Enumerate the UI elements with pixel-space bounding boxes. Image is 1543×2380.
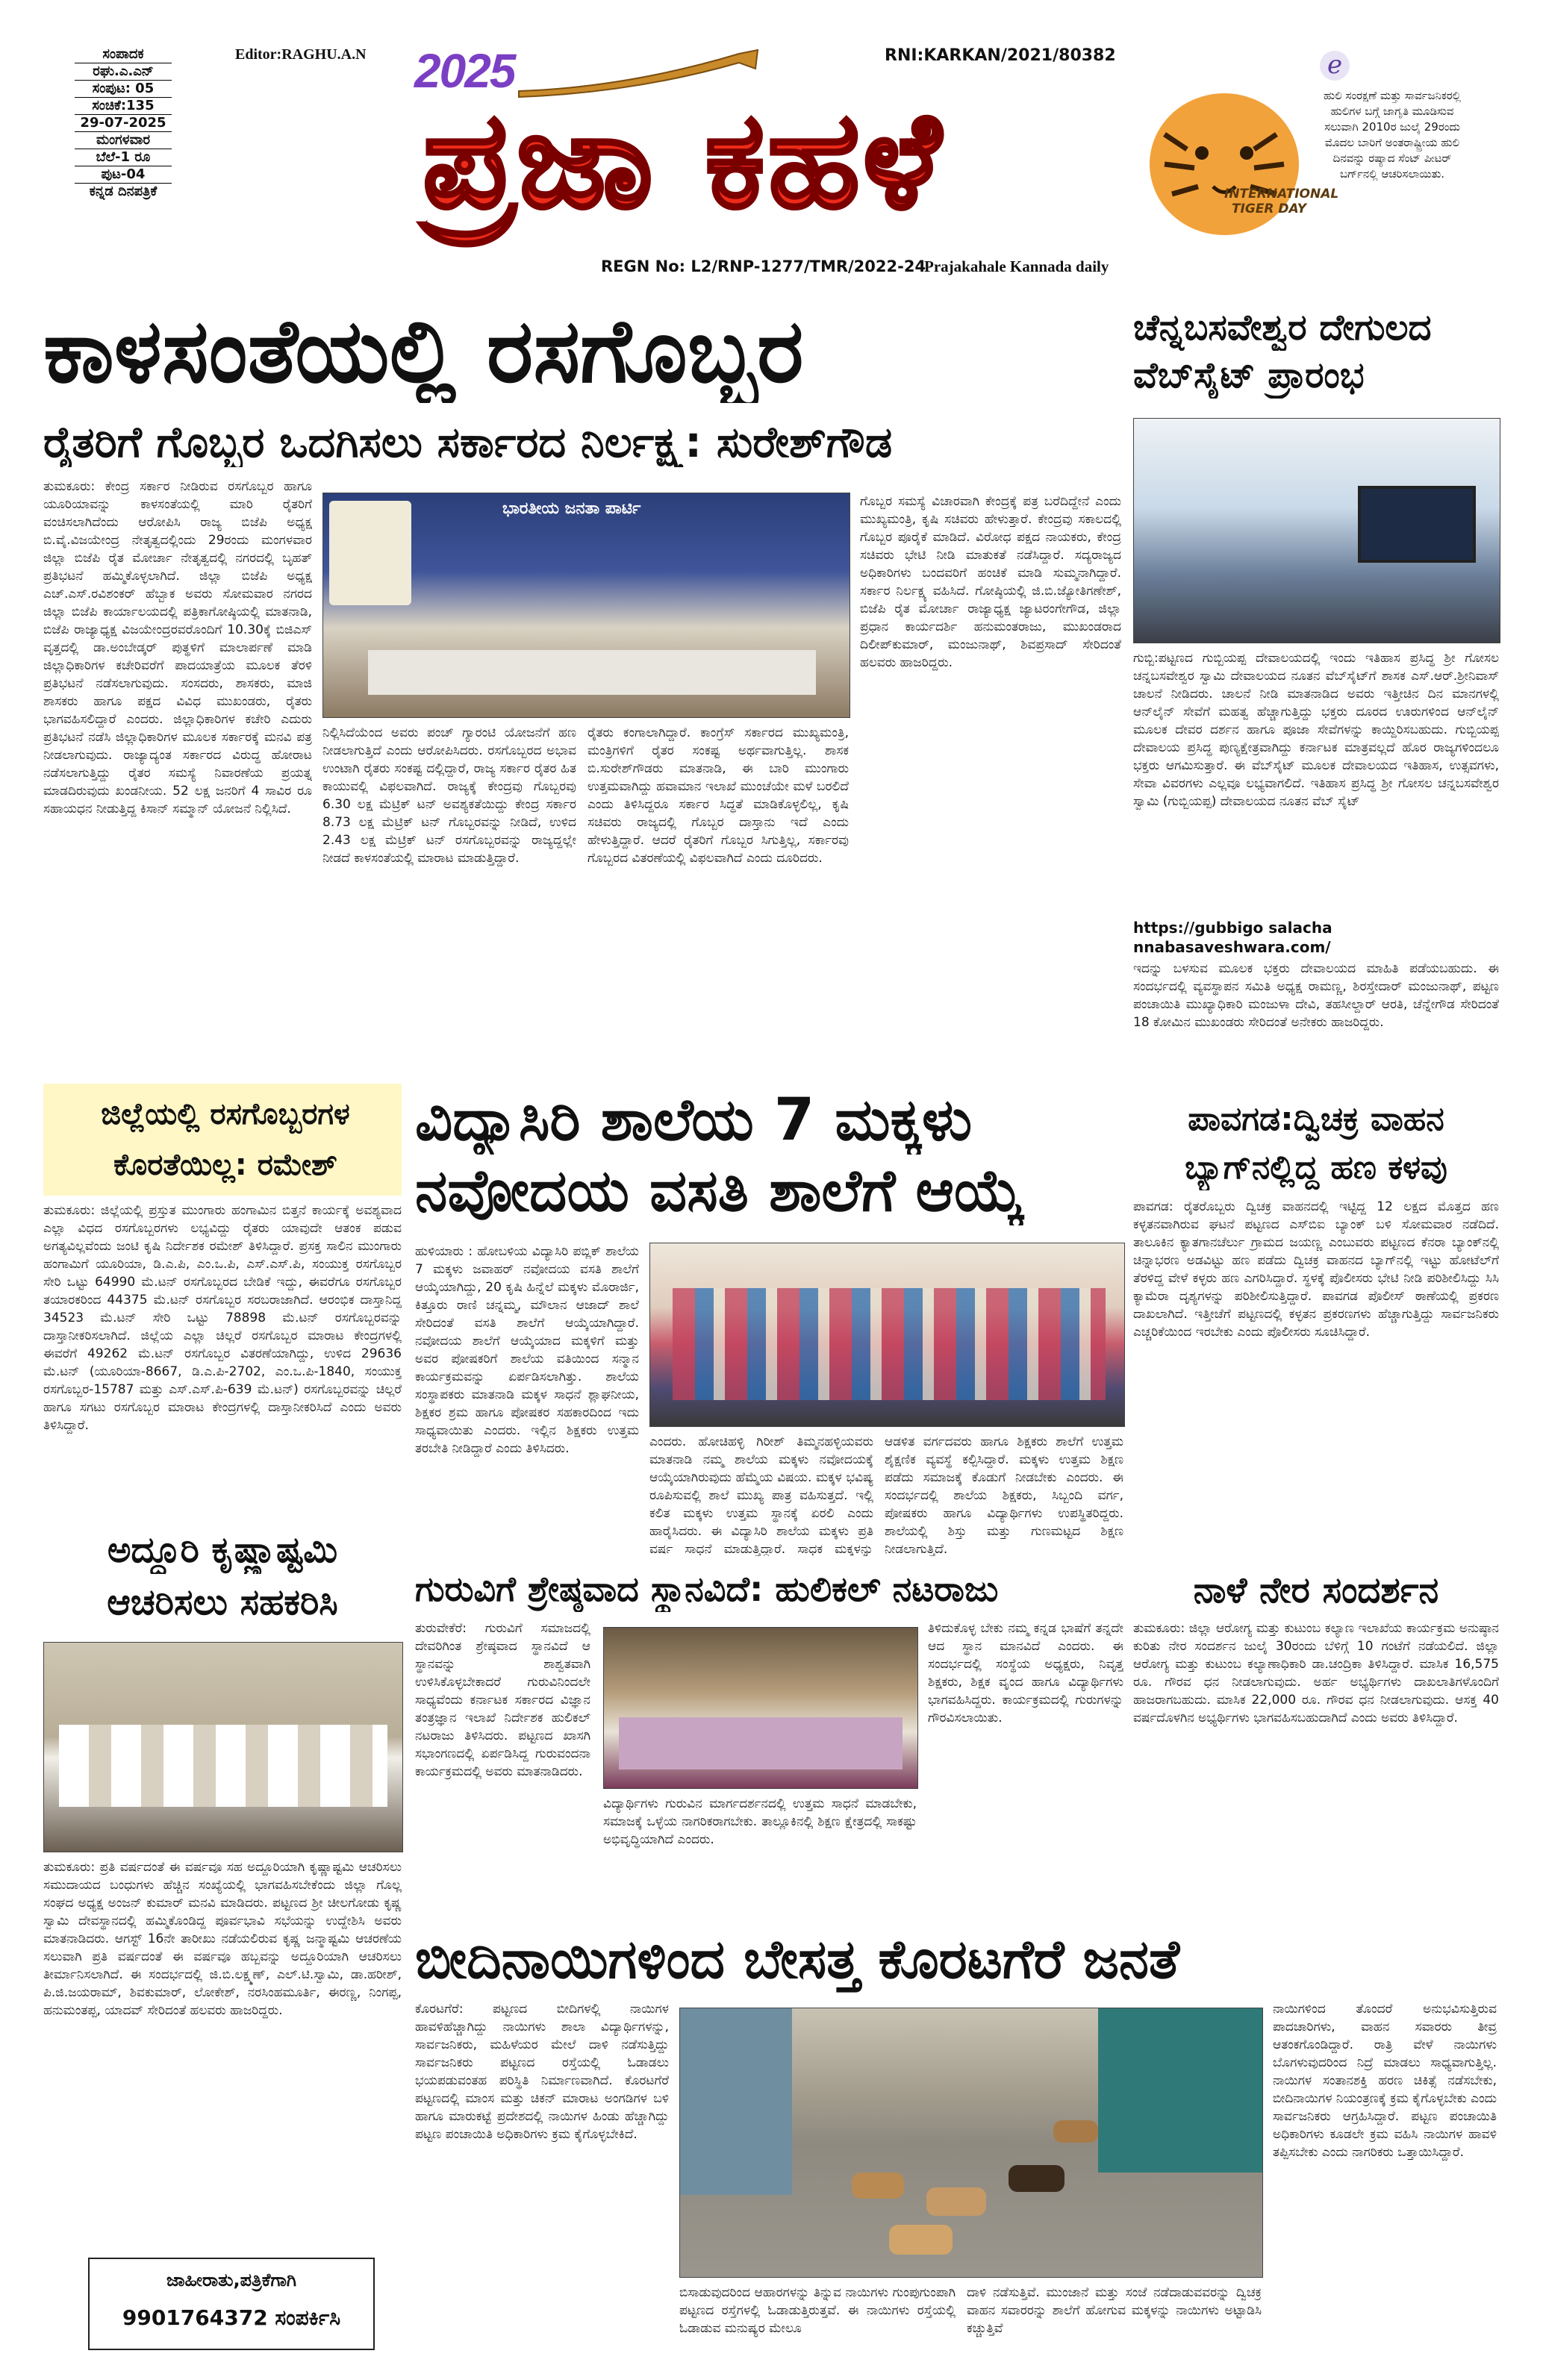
meta-line: ಪುಟ-04 [75,166,172,184]
lead-col-3: ರೈತರು ಕಂಗಾಲಾಗಿದ್ದಾರೆ. ಕಾಂಗ್ರೆಸ್ ಸರ್ಕಾರದ ಮುಖ್ಯಮಂತ್ರಿ, ಮಂತ್ರಿಗಳಿಗೆ ರೈತರ ಸಂಕಷ್ಟ ಅರ್ಥವಾಗುತ್ತಿಲ್ಲ. ಶಾಸಕ ಬಿ.ಸುರೇಶ್‌ಗೌಡರು ಮಾತನಾಡಿ, ಈ ಬಾರಿ ಮುಂಗಾರು ಉತ್ತಮವಾಗಿದ್ದು ಹವಾಮಾನ ಇಲಾಖೆ ಮುಂಚೆಯೇ ಮಳೆ ಬರಲಿದೆ ಎಂದು ತಿಳಿಸಿದ್ದರೂ ಸರ್ಕಾರ ಸಿದ್ಧತೆ ಮಾಡಿಕೊಳ್ಳಲಿಲ್ಲ, ಕೃಷಿ ಸಚಿವರು ರಾಜ್ಯದಲ್ಲಿ ಗೊಬ್ಬರ ದಾಸ್ತಾನು ಇದೆ ಎಂದು ಹೇಳುತ್ತಿದ್ದಾರೆ. ಆದರೆ ರೈತರಿಗೆ ಗೊಬ್ಬರ ಸಿಗುತ್ತಿಲ್ಲ, ಸರ್ಕಾರವು ಗೊಬ್ಬರದ ವಿತರಣೆಯಲ್ಲಿ ವಿಫಲವಾಗಿದೆ ಎಂದು ದೂರಿದರು. [587,725,849,866]
krishnashtami-photo [43,1642,403,1852]
fertilizer-headline-box [43,1084,402,1196]
meta-line: 29-07-2025 [75,115,172,132]
navodaya-col-2: ಎಂದರು. ಹೋಚಿಹಳ್ಳಿ ಗಿರೀಶ್ ತಿಮ್ಮನಹಳ್ಳಿಯವರು ಮಾತನಾಡಿ ನಮ್ಮ ಶಾಲೆಯ ಮಕ್ಕಳು ನವೋದಯಕ್ಕೆ ಆಯ್ಕೆಯಾಗಿರುವುದು ಹೆಮ್ಮೆಯ ವಿಷಯ. ಮಕ್ಕಳ ಭವಿಷ್ಯ ರೂಪಿಸುವಲ್ಲಿ ಶಾಲೆ ಮುಖ್ಯ ಪಾತ್ರ ವಹಿಸುತ್ತದೆ. ಇಲ್ಲಿ ಕಲಿತ ಮಕ್ಕಳು ಉತ್ತಮ ಸ್ಥಾನಕ್ಕೆ ಏರಲಿ ಎಂದು ಹಾರೈಸಿದರು. ಈ ವಿದ್ಯಾಸಿರಿ ಶಾಲೆಯ ಮಕ್ಕಳು ಪ್ರತಿ ವರ್ಷ ಸಾಧನೆ ಮಾಡುತ್ತಿದ್ದಾರೆ. ಸಾಧಕ ಮಕ್ಕಳನ್ನು [649,1434,873,1556]
krishnashtami-headline-2: ಆಚರಿಸಲು ಸಹಕರಿಸಿ [107,1581,338,1623]
temple-website-photo [1133,418,1500,643]
masthead-meta [75,46,172,200]
dog [889,2225,953,2255]
editor-label: Editor:RAGHU.A.N [235,46,367,63]
pavagada-headline-2: ಬ್ಯಾಗ್‌ನಲ್ಲಿದ್ದ ಹಣ ಕಳವು [1185,1149,1447,1187]
fertilizer-body: ತುಮಕೂರು: ಜಿಲ್ಲೆಯಲ್ಲಿ ಪ್ರಸ್ತುತ ಮುಂಗಾರು ಹಂಗಾಮಿನ ಬಿತ್ತನೆ ಕಾರ್ಯಕ್ಕೆ ಅವಶ್ಯವಾದ ಎಲ್ಲಾ ವಿಧದ ರಸಗೊಬ್ಬರಗಳು ಲಭ್ಯವಿದ್ದು ರೈತರು ಯಾವುದೇ ಆತಂಕ ಪಡುವ ಅಗತ್ಯವಿಲ್ಲವೆಂದು ಜಂಟಿ ಕೃಷಿ ನಿರ್ದೇಶಕ ರಮೇಶ್ ತಿಳಿಸಿದ್ದಾರೆ. ಪ್ರಸಕ್ತ ಸಾಲಿನ ಮುಂಗಾರು ಹಂಗಾಮಿಗೆ ಯೂರಿಯಾ, ಡಿ.ಎ.ಪಿ, ಎಂ.ಒ.ಪಿ, ಎಸ್.ಎಸ್.ಪಿ, ಸಂಯುಕ್ತ ರಸಗೊಬ್ಬರ ಸೇರಿ ಒಟ್ಟು 64990 ಮೆ.ಟನ್ ರಸಗೊಬ್ಬರದ ಬೇಡಿಕೆ ಇದ್ದು, ಈವರೆಗೂ ರಸಗೊಬ್ಬರ ತಯಾರಕರಿಂದ 44375 ಮೆ.ಟನ್ ರಸಗೊಬ್ಬರ ಸರಬರಾಜಾಗಿದೆ. ಆರಂಭಿಕ ದಾಸ್ತಾನಿದ್ದ 34523 ಮೆ.ಟನ್ ಸೇರಿ ಒಟ್ಟು 78898 ಮೆ.ಟನ್ ರಸಗೊಬ್ಬರವನ್ನು ದಾಸ್ತಾನೀಕರಿಸಲಾಗಿದೆ. ಜಿಲ್ಲೆಯ ಎಲ್ಲಾ ಚಿಲ್ಲರೆ ರಸಗೊಬ್ಬರ ಮಾರಾಟ ಕೇಂದ್ರಗಳಲ್ಲಿ ಈವರೆಗೆ 49262 ಮೆ.ಟನ್ ರಸಗೊಬ್ಬರ ವಿತರಣೆಯಾಗಿದ್ದು, ಉಳಿದ 29636 ಮೆ.ಟನ್ (ಯೂರಿಯಾ-8667, ಡಿ.ಎ.ಪಿ-2702, ಎಂ.ಒ.ಪಿ-1840, ಸಂಯುಕ್ತ ರಸಗೊಬ್ಬರ-15787 ಮತ್ತು ಎಸ್.ಎಸ್.ಪಿ-639 ಮೆ.ಟನ್) ರಸಗೊಬ್ಬರವನ್ನು ಚಿಲ್ಲರೆ ಹಾಗೂ ಸಗಟು ರಸಗೊಬ್ಬರ ಮಾರಾಟ ಕೇಂದ್ರಗಳಲ್ಲಿ ದಾಸ್ತಾನೀಕರಿಸಿದೆ ಎಂದು ಅವರು ತಿಳಿಸಿದ್ದಾರೆ. [43,1203,402,1433]
house-left [680,2008,792,2195]
dogs-caption-2: ದಾಳಿ ನಡೆಸುತ್ತಿವೆ. ಮುಂಜಾನೆ ಮತ್ತು ಸಂಜೆ ನಡೆದಾಡುವವರನ್ನು ದ್ವಿಚಕ್ರ ವಾಹನ ಸವಾರರನ್ನು ಶಾಲೆಗೆ ಹೋಗುವ ಮಕ್ಕಳನ್ನು ನಾಯಿಗಳು ಅಟ್ಟಾಡಿಸಿ ಕಚ್ಚುತ್ತಿವೆ [967,2285,1262,2336]
lead-subhead: ರೈತರಿಗೆ ಗೊಬ್ಬರ ಒದಗಿಸಲು ಸರ್ಕಾರದ ನಿರ್ಲಕ್ಷ್ಯ: ಸುರೇಶ್‌ಗೌಡ [43,418,893,467]
dog [1053,2120,1098,2143]
dog [852,2173,904,2199]
fertilizer-headline-1: ಜಿಲ್ಲೆಯಲ್ಲಿ ರಸಗೊಬ್ಬರಗಳ [101,1097,350,1131]
pavagada-body: ಪಾವಗಡ: ರೈತರೊಬ್ಬರು ದ್ವಿಚಕ್ರ ವಾಹನದಲ್ಲಿ ಇಟ್ಟಿದ್ದ 12 ಲಕ್ಷದ ಮೊತ್ತದ ಹಣ ಕಳ್ಳತನವಾಗಿರುವ ಘಟನೆ ಪಟ್ಟಣದ ಎಸ್‌ಬಿಐ ಬ್ಯಾಂಕ್ ಬಳಿ ಸೋಮವಾರ ನಡೆದಿದೆ. ತಾಲೂಕಿನ ಕ್ಯಾತಗಾನಚೆರ್ಲು ಗ್ರಾಮದ ಜಯಣ್ಣ ಎಂಬುವರು ಪಟ್ಟಣದ ಕೆನರಾ ಬ್ಯಾಂಕ್‌ನಲ್ಲಿ ಚಿನ್ನಾಭರಣ ಅಡವಿಟ್ಟು ಹಣ ಪಡೆದು ದ್ವಿಚಕ್ರ ವಾಹನದ ಬ್ಯಾಗ್‌ನಲ್ಲಿ ಇಟ್ಟು ಹೋಟೆಲ್‌ಗೆ ತೆರಳಿದ್ದ ವೇಳೆ ಕಳ್ಳರು ಹಣ ಎಗರಿಸಿದ್ದಾರೆ. ಸ್ಥಳಕ್ಕೆ ಪೊಲೀಸರು ಭೇಟಿ ನೀಡಿ ಪರಿಶೀಲಿಸಿದ್ದು ಸಿಸಿ ಕ್ಯಾಮೆರಾ ದೃಶ್ಯಗಳನ್ನು ಪರಿಶೀಲಿಸುತ್ತಿದ್ದಾರೆ. ಪಾವಗಡ ಪೊಲೀಸ್ ಠಾಣೆಯಲ್ಲಿ ಪ್ರಕರಣ ದಾಖಲಾಗಿದೆ. ಇತ್ತೀಚೆಗೆ ಪಟ್ಟಣದಲ್ಲಿ ಕಳ್ಳತನ ಪ್ರಕರಣಗಳು ಹೆಚ್ಚಾಗುತ್ತಿದ್ದು ಸಾರ್ವಜನಿಕರು ಎಚ್ಚರಿಕೆಯಿಂದ ಇರಬೇಕು ಎಂದು ಪೊಲೀಸರು ಸೂಚಿಸಿದ್ದಾರೆ. [1133,1199,1499,1340]
lead-col-2: ನಿಲ್ಲಿಸಿದೆಯೆಂದ ಅವರು ಪಂಚ್ ಗ್ಯಾರಂಟಿ ಯೋಜನೆಗೆ ಹಣ ನೀಡಲಾಗುತ್ತಿದೆ ಎಂದು ಆರೋಪಿಸಿದರು. ರಸಗೊಬ್ಬರದ ಅಭಾವ ಉಂಟಾಗಿ ರೈತರು ಸಂಕಷ್ಟ ದಲ್ಲಿದ್ದಾರೆ, ರಾಜ್ಯ ಸರ್ಕಾರ ರೈತರ ಹಿತ ಕಾಯುವಲ್ಲಿ ವಿಫಲವಾಗಿದೆ. ರಾಜ್ಯಕ್ಕೆ ಕೇಂದ್ರವು ಗೊಬ್ಬರವು 6.30 ಲಕ್ಷ ಮೆಟ್ರಿಕ್ ಟನ್ ಅವಶ್ಯಕತೆಯಿದ್ದು ಕೇಂದ್ರ ಸರ್ಕಾರ 8.73 ಲಕ್ಷ ಮೆಟ್ರಿಕ್ ಟನ್ ಗೊಬ್ಬರವನ್ನು ನೀಡಿದೆ, ಉಳಿದ 2.43 ಲಕ್ಷ ಮೆಟ್ರಿಕ್ ಟನ್ ರಸಗೊಬ್ಬರವನ್ನು ರಾಜ್ಯದ್ದಲ್ಲೇ ನೀಡದೆ ಕಾಳಸಂತೆಯಲ್ಲಿ ಮಾರಾಟ ಮಾಡುತ್ತಿದ್ದಾರೆ. [322,725,576,866]
vajpayee-portrait [329,501,411,605]
monitor [1358,486,1476,563]
meta-line: ಕನ್ನಡ ದಿನಪತ್ರಿಕೆ [89,184,158,199]
tiger-icon [1142,82,1339,246]
dog [1009,2165,1064,2192]
navodaya-students-photo [649,1243,1125,1427]
guru-col-3: ತಿಳಿದುಕೊಳ್ಳ ಬೇಕು ನಮ್ಮ ಕನ್ನಡ ಭಾಷೆಗೆ ತನ್ನದೇ ಆದ ಸ್ಥಾನ ಮಾನವಿದೆ ಎಂದರು. ಈ ಸಂದರ್ಭದಲ್ಲಿ ಸಂಸ್ಥೆಯ ಅಧ್ಯಕ್ಷರು, ನಿವೃತ್ತ ಶಿಕ್ಷಕರು, ಶಿಕ್ಷಕ ವೃಂದ ಹಾಗೂ ವಿದ್ಯಾರ್ಥಿಗಳು ಭಾಗವಹಿಸಿದ್ದರು. ಕಾರ್ಯಕ್ರಮದಲ್ಲಿ ಗುರುಗಳನ್ನು ಗೌರವಿಸಲಾಯಿತು. [928,1621,1123,1725]
temple-body: ಗುಬ್ಬಿ:ಪಟ್ಟಣದ ಗುಬ್ಬಿಯಪ್ಪ ದೇವಾಲಯದಲ್ಲಿ ಇಂದು ಇತಿಹಾಸ ಪ್ರಸಿದ್ಧ ಶ್ರೀ ಗೋಸಲ ಚನ್ನಬಸವೇಶ್ವರ ಸ್ವಾಮಿ ದೇವಾಲಯದ ನೂತನ ವೆಬ್‌ಸೈಟ್‌ಗೆ ಶಾಸಕ ಎಸ್.ಆರ್.ಶ್ರೀನಿವಾಸ್ ಚಾಲನೆ ನೀಡಿದರು. ಚಾಲನೆ ನೀಡಿ ಮಾತನಾಡಿದ ಅವರು ಇತ್ತೀಚಿನ ದಿನ ಮಾನಗಳಲ್ಲಿ ಆನ್‌ಲೈನ್ ಸೇವೆಗೆ ಮಹತ್ವ ಹೆಚ್ಚಾಗುತ್ತಿದ್ದು ಭಕ್ತರು ದೂರದ ಊರುಗಳಿಂದ ಆನ್‌ಲೈನ್ ಮೂಲಕ ದೇವರ ದರ್ಶನ ಹಾಗೂ ಪೂಜಾ ಸೇವೆಗಳನ್ನು ಕಾಯ್ದಿರಿಸಬಹುದು. ಗುಬ್ಬಿಯಪ್ಪ ದೇವಾಲಯ ಪ್ರಸಿದ್ಧ ಪುಣ್ಯಕ್ಷೇತ್ರವಾಗಿದ್ದು ಕರ್ನಾಟಕ ಮಾತ್ರವಲ್ಲದೆ ಹೊರ ರಾಜ್ಯಗಳಿಂದಲೂ ಭಕ್ತರು ಆಗಮಿಸುತ್ತಾರೆ. ಈ ವೆಬ್‌ಸೈಟ್ ಮೂಲಕ ದೇವಾಲಯದ ಇತಿಹಾಸ, ಉತ್ಸವಗಳು, ಸೇವಾ ವಿವರಗಳು ಎಲ್ಲವೂ ಲಭ್ಯವಾಗಲಿದೆ. ಇತಿಹಾಸ ಪ್ರಸಿದ್ಧ ಶ್ರೀ ಗೋಸಲ ಚನ್ನಬಸವೇಶ್ವರ ಸ್ವಾಮಿ (ಗುಬ್ಬಿಯಪ್ಪ) ದೇವಾಲಯದ ನೂತನ ವೆಬ್ ಸೈಟ್ [1133,651,1499,809]
paper-name: ಪ್ರಜಾ ಕಹಳೆ [423,83,944,237]
temple-url[interactable]: https://gubbigo salacha nnabasaveshwara.com/ [1133,919,1332,956]
students-row [673,1288,1106,1400]
meta-line: ಸಂಪಾದಕ [75,46,172,63]
masthead [0,0,1543,284]
temple-body-2: ಇದನ್ನು ಬಳಸುವ ಮೂಲಕ ಭಕ್ತರು ದೇವಾಲಯದ ಮಾಹಿತಿ ಪಡೆಯಬಹುದು. ಈ ಸಂದರ್ಭದಲ್ಲಿ ವ್ಯವಸ್ಥಾಪನ ಸಮಿತಿ ಅಧ್ಯಕ್ಷ ರಾಮಣ್ಣ, ಶಿರಸ್ತೇದಾರ್ ಮಂಜುನಾಥ್, ಪಟ್ಟಣ ಪಂಚಾಯಿತಿ ಮುಖ್ಯಾಧಿಕಾರಿ ಮಂಜುಳಾ ದೇವಿ, ತಹಸೀಲ್ದಾರ್ ಆರತಿ, ಚೆನ್ನೇಗೌಡ ಸೇರಿದಂತೆ 18 ಕೋಮಿನ ಮುಖಂಡರು ಸೇರಿದಂತೆ ಅನೇಕರು ಹಾಜರಿದ್ದರು. [1133,961,1499,1030]
regn-label: REGN No: L2/RNP-1277/TMR/2022-24 [601,257,926,275]
krishnashtami-headline-1: ಅದ್ದೂರಿ ಕೃಷ್ಣಾಷ್ಟಮಿ [107,1529,338,1571]
lead-headline: ಕಾಳಸಂತೆಯಲ್ಲಿ ರಸಗೊಬ್ಬರ [43,299,804,402]
krishnashtami-body: ತುಮಕೂರು: ಪ್ರತಿ ವರ್ಷದಂತೆ ಈ ವರ್ಷವೂ ಸಹ ಅದ್ದೂರಿಯಾಗಿ ಕೃಷ್ಣಾಷ್ಟಮಿ ಆಚರಿಸಲು ಸಮುದಾಯದ ಬಂಧುಗಳು ಹೆಚ್ಚಿನ ಸಂಖ್ಯೆಯಲ್ಲಿ ಭಾಗವಹಿಸಬೇಕೆಂದು ಜಿಲ್ಲಾ ಗೊಲ್ಲ ಸಂಘದ ಅಧ್ಯಕ್ಷ ಅಂಜನ್ ಕುಮಾರ್ ಮನವಿ ಮಾಡಿದರು. ಪಟ್ಟಣದ ಶ್ರೀ ಚೀಲಗೋಡು ಕೃಷ್ಣ ಸ್ವಾಮಿ ದೇವಸ್ಥಾನದಲ್ಲಿ ಹಮ್ಮಿಕೊಂಡಿದ್ದ ಪೂರ್ವಭಾವಿ ಸಭೆಯನ್ನು ಉದ್ದೇಶಿಸಿ ಅವರು ಮಾತನಾಡಿದರು. ಆಗಸ್ಟ್ 16ನೇ ತಾರೀಖು ನಡೆಯಲಿರುವ ಕೃಷ್ಣ ಜನ್ಮಾಷ್ಟಮಿ ಆಚರಣೆಯ ಸಲುವಾಗಿ ಪ್ರತಿ ವರ್ಷದಂತೆ ಈ ವರ್ಷವೂ ಹಬ್ಬವನ್ನು ಅದ್ದೂರಿಯಾಗಿ ಆಚರಿಸಲು ತೀರ್ಮಾನಿಸಲಾಗಿದೆ. ಈ ಸಂದರ್ಭದಲ್ಲಿ ಜಿ.ಬಿ.ಲಕ್ಷ್ಮಣ್, ಎಲ್.ಟಿ.ಸ್ವಾಮಿ, ಡಾ.ಹರೀಶ್, ಪಿ.ಜಿ.ಜಯರಾಮ್, ಶಿವಕುಮಾರ್, ಲೋಕೇಶ್, ನರಸಿಂಹಮೂರ್ತಿ, ಈರಣ್ಣ, ನಿಂಗಪ್ಪ, ಹನುಮಂತಪ್ಪ, ಯಾದವ್ ಸೇರಿದಂತೆ ಹಲವರು ಹಾಜರಿದ್ದರು. [43,1860,402,2018]
guru-col-1: ತುರುವೇಕೆರೆ: ಗುರುವಿಗೆ ಸಮಾಜದಲ್ಲಿ ದೇವರಿಗಿಂತ ಶ್ರೇಷ್ಠವಾದ ಸ್ಥಾನವಿದೆ ಆ ಸ್ಥಾನವನ್ನು ಶಾಶ್ವತವಾಗಿ ಉಳಿಸಿಕೊಳ್ಳಬೇಕಾದರೆ ಗುರುವಿನಿಂದಲೇ ಸಾಧ್ಯವೆಂದು ಕರ್ನಾಟಕ ಸರ್ಕಾರದ ವಿಜ್ಞಾನ ತಂತ್ರಜ್ಞಾನ ಇಲಾಖೆ ನಿರ್ದೇಶಕ ಹುಲಿಕಲ್ ನಟರಾಜು ತಿಳಿಸಿದರು. ಪಟ್ಟಣದ ಖಾಸಗಿ ಸಭಾಂಗಣದಲ್ಲಿ ಏರ್ಪಡಿಸಿದ್ದ ಗುರುವಂದನಾ ಕಾರ್ಯಕ್ರಮದಲ್ಲಿ ಅವರು ಮಾತನಾಡಿದರು. [415,1621,590,1779]
water-body: ತುಮಕೂರು: ಜಿಲ್ಲಾ ಆರೋಗ್ಯ ಮತ್ತು ಕುಟುಂಬ ಕಲ್ಯಾಣ ಇಲಾಖೆಯ ಕಾರ್ಯಕ್ರಮ ಅನುಷ್ಠಾನ ಕುರಿತು ನೇರ ಸಂದರ್ಶನ ಜುಲೈ 30ರಂದು ಬೆಳಿಗ್ಗೆ 10 ಗಂಟೆಗೆ ನಡೆಯಲಿದೆ. ಜಿಲ್ಲಾ ಆರೋಗ್ಯ ಮತ್ತು ಕುಟುಂಬ ಕಲ್ಯಾಣಾಧಿಕಾರಿ ಡಾ.ಚಂದ್ರಿಕಾ ತಿಳಿಸಿದ್ದಾರೆ. ಮಾಸಿಕ 16,575 ರೂ. ಗೌರವ ಧನ ನೀಡಲಾಗುವುದು. ಅರ್ಹ ಅಭ್ಯರ್ಥಿಗಳು ದಾಖಲಾತಿಗಳೊಂದಿಗೆ ಹಾಜರಾಗಬಹುದು. ಮಾಸಿಕ 22,000 ರೂ. ಗೌರವ ಧನ ನೀಡಲಾಗುವುದು. ಆಸಕ್ತ 40 ವರ್ಷದೊಳಗಿನ ಅಭ್ಯರ್ಥಿಗಳು ಭಾಗವಹಿಸಬಹುದಾಗಿದೆ ಎಂದು ಅವರು ತಿಳಿಸಿದ್ದಾರೆ. [1133,1621,1499,1725]
meta-line: ಸಂಚಿಕೆ:135 [75,98,172,115]
temple-headline-1: ಚೆನ್ನಬಸವೇಶ್ವರ ದೇಗುಲದ [1133,307,1432,349]
rni-label: RNI:KARKAN/2021/80382 [885,46,1116,65]
navodaya-col-1: ಹುಳಿಯಾರು : ಹೋಬಳಿಯ ವಿದ್ಯಾಸಿರಿ ಪಬ್ಲಿಕ್ ಶಾಲೆಯ 7 ಮಕ್ಕಳು ಜವಾಹರ್ ನವೋದಯ ವಸತಿ ಶಾಲೆಗೆ ಆಯ್ಕೆಯಾಗಿದ್ದು, 20 ಕೃಷಿ ಹಿನ್ನೆಲೆ ಮಕ್ಕಳು ಮೊರಾರ್ಜಿ, ಕಿತ್ತೂರು ರಾಣಿ ಚನ್ನಮ್ಮ, ಮೌಲಾನ ಆಜಾದ್ ಶಾಲೆ ಸೇರಿದಂತೆ ವಸತಿ ಶಾಲೆಗೆ ಆಯ್ಕೆಯಾಗಿದ್ದಾರೆ. ನವೋದಯ ಶಾಲೆಗೆ ಆಯ್ಕೆಯಾದ ಮಕ್ಕಳಿಗೆ ಮತ್ತು ಅವರ ಪೋಷಕರಿಗೆ ಶಾಲೆಯ ವತಿಯಿಂದ ಸನ್ಮಾನ ಕಾರ್ಯಕ್ರಮವನ್ನು ಏರ್ಪಡಿಸಲಾಗಿತ್ತು. ಶಾಲೆಯ ಸಂಸ್ಥಾಪಕರು ಮಾತನಾಡಿ ಮಕ್ಕಳ ಸಾಧನೆ ಶ್ಲಾಘನೀಯ, ಶಿಕ್ಷಕರ ಶ್ರಮ ಹಾಗೂ ಪೋಷಕರ ಸಹಕಾರದಿಂದ ಇದು ಸಾಧ್ಯವಾಯಿತು ಎಂದರು. ಇಲ್ಲಿನ ಶಿಕ್ಷಕರು ಉತ್ತಮ ತರಬೇತಿ ನೀಡಿದ್ದಾರೆ ಎಂದು ತಿಳಿಸಿದರು. [415,1244,639,1456]
dais [619,1717,903,1770]
people-group [59,1725,387,1807]
daily-label: Prajakahale Kannada daily [924,257,1109,275]
tiger-ad-text: ಹುಲಿ ಸಂರಕ್ಷಣೆ ಮತ್ತು ಸಾರ್ವಜನಿಕರಲ್ಲಿ ಹುಲಿಗಳ ಬಗ್ಗೆ ಜಾಗೃತಿ ಮೂಡಿಸುವ ಸಲುವಾಗಿ 2010ರ ಜುಲೈ 29ರಂದು ಮೊದಲ ಬಾರಿಗೆ ಅಂತರಾಷ್ಟ್ರೀಯ ಹುಲಿ ದಿನವನ್ನು ರಷ್ಯಾದ ಸೆಂಟ್ ಪೀಟರ್ ಬರ್ಗ್‌ನಲ್ಲಿ ಆಚರಿಸಲಾಯಿತು. [1324,89,1461,181]
dogs-caption-1: ಬಿಸಾಡುವುದರಿಂದ ಆಹಾರಗಳನ್ನು ತಿನ್ನುವ ನಾಯಿಗಳು ಗುಂಪುಗುಂಪಾಗಿ ಪಟ್ಟಣದ ರಸ್ತೆಗಳಲ್ಲಿ ಓಡಾಡುತ್ತಿರುತ್ತವೆ. ಈ ನಾಯಿಗಳು ರಸ್ತೆಯಲ್ಲಿ ಓಡಾಡುವ ಮನುಷ್ಯರ ಮೇಲೂ [679,2285,956,2336]
lead-press-meet-photo [322,493,850,718]
water-headline: ನಾಳೆ ನೇರ ಸಂದರ್ಶನ [1193,1570,1439,1611]
meta-line: ಮಂಗಳವಾರ [75,132,172,149]
tiger-day-text: INTERNATIONAL TIGER DAY [1224,187,1339,216]
meta-line: ರಘು.ಎ.ಎನ್ [75,63,172,81]
press-table [368,650,816,695]
stray-dogs-photo [679,2008,1263,2278]
pavagada-headline-1: ಪಾವಗಡ:ದ್ವಿಚಕ್ರ ವಾಹನ [1188,1100,1444,1138]
guru-col-2: ವಿದ್ಯಾರ್ಥಿಗಳು ಗುರುವಿನ ಮಾರ್ಗದರ್ಶನದಲ್ಲಿ ಉತ್ತಮ ಸಾಧನೆ ಮಾಡಬೇಕು, ಸಮಾಜಕ್ಕೆ ಒಳ್ಳೆಯ ನಾಗರಿಕರಾಗಬೇಕು. ತಾಲ್ಲೂಕಿನಲ್ಲಿ ಶಿಕ್ಷಣ ಕ್ಷೇತ್ರದಲ್ಲಿ ಸಾಕಷ್ಟು ಅಭಿವೃದ್ಧಿಯಾಗಿದೆ ಎಂದರು. [603,1796,917,1847]
temple-headline-2: ವೆಬ್‌ಸೈಟ್ ಪ್ರಾರಂಭ [1133,354,1365,396]
contact-box [88,2258,375,2350]
tiger-day-ad [1135,45,1463,276]
dogs-headline: ಬೀದಿನಾಯಿಗಳಿಂದ ಬೇಸತ್ತ ಕೊರಟಗೆರೆ ಜನತೆ [415,1928,1180,1990]
lead-col-4: ಗೊಬ್ಬರ ಸಮಸ್ಯೆ ವಿಚಾರವಾಗಿ ಕೇಂದ್ರಕ್ಕೆ ಪತ್ರ ಬರೆದಿದ್ದೇನೆ ಎಂದು ಮುಖ್ಯಮಂತ್ರಿ, ಕೃಷಿ ಸಚಿವರು ಹೇಳುತ್ತಾರೆ. ಕೇಂದ್ರವು ಸಕಾಲದಲ್ಲಿ ಗೊಬ್ಬರ ಪೂರೈಕೆ ಮಾಡಿದೆ. ವಿರೋಧ ಪಕ್ಷದ ನಾಯಕರು, ಕೇಂದ್ರ ಸಚಿವರು ಭೇಟಿ ನೀಡಿ ಮಾತುಕತೆ ನಡೆಸಿದ್ದಾರೆ. ಸದ್ಯರಾಜ್ಯದ ಅಧಿಕಾರಿಗಳು ಬಂದವರಿಗೆ ಹಂಚಿಕೆ ಮಾಡಿ ಸುಮ್ಮನಾಗಿದ್ದಾರೆ. ಸರ್ಕಾರ ನಿರ್ಲಕ್ಷ್ಯ ವಹಿಸಿದೆ. ಗೋಷ್ಠಿಯಲ್ಲಿ ಜಿ.ಬಿ.ಜ್ಯೋತಿಗಣೇಶ್, ಬಿಜೆಪಿ ರೈತ ಮೋರ್ಚಾ ರಾಜ್ಯಾಧ್ಯಕ್ಷ ಜ್ಯಾಟರಂಗೇಗೌಡ, ಜಿಲ್ಲಾ ಪ್ರಧಾನ ಕಾರ್ಯದರ್ಶಿ ಹನುಮಂತರಾಜು, ಮುಖಂಡರಾದ ದಿಲೀಪ್‌ಕುಮಾರ್, ಮಂಜುನಾಥ್, ಶಿವಪ್ರಸಾದ್ ಸೇರಿದಂತೆ ಹಲವರು ಹಾಜರಿದ್ದರು. [860,494,1121,670]
guru-headline: ಗುರುವಿಗೆ ಶ್ರೇಷ್ಠವಾದ ಸ್ಥಾನವಿದೆ: ಹುಲಿಕಲ್ ನಟರಾಜು [415,1569,999,1609]
year-label: 2025 [414,44,515,98]
dogs-col-1: ಕೊರಟಗೆರೆ: ಪಟ್ಟಣದ ಬೀದಿಗಳಲ್ಲಿ ನಾಯಿಗಳ ಹಾವಳಿಹೆಚ್ಚಾಗಿದ್ದು ನಾಯಿಗಳು ಶಾಲಾ ವಿದ್ಯಾರ್ಥಿಗಳನ್ನು, ಸಾರ್ವಜನಿಕರು, ಮಹಿಳೆಯರ ಮೇಲೆ ದಾಳಿ ನಡೆಸುತ್ತಿದ್ದು ಸಾರ್ವಜನಿಕರು ಪಟ್ಟಣದ ರಸ್ತೆಯಲ್ಲಿ ಓಡಾಡಲು ಭಯಪಡುವಂತಹ ಪರಿಸ್ಥಿತಿ ನಿರ್ಮಾಣವಾಗಿದೆ. ಕೊರಟಗೆರೆ ಪಟ್ಟಣದಲ್ಲಿ ಮಾಂಸ ಮತ್ತು ಚಿಕನ್ ಮಾರಾಟ ಅಂಗಡಿಗಳ ಬಳಿ ಹಾಗೂ ಮಾರುಕಟ್ಟೆ ಪ್ರದೇಶದಲ್ಲಿ ನಾಯಿಗಳ ಹಿಂಡು ಹೆಚ್ಚಾಗಿದ್ದು ಪಟ್ಟಣ ಪಂಚಾಯಿತಿ ಅಧಿಕಾರಿಗಳು ಕ್ರಮ ಕೈಗೊಳ್ಳಬೇಕಿದೆ. [415,2002,669,2142]
contact-label: ಜಾಹೀರಾತು,ಪತ್ರಿಕೆಗಾಗಿ [166,2270,297,2290]
contact-phone[interactable]: 9901764372 ಸಂಪರ್ಕಿಸಿ [122,2305,341,2330]
dog [926,2187,986,2216]
bjp-banner-text: ಭಾರತೀಯ ಜನತಾ ಪಾರ್ಟಿ [502,499,641,518]
guru-event-photo [603,1627,918,1789]
lead-col-1: ತುಮಕೂರು: ಕೇಂದ್ರ ಸರ್ಕಾರ ನೀಡಿರುವ ರಸಗೊಬ್ಬರ ಹಾಗೂ ಯೂರಿಯಾವನ್ನು ಕಾಳಸಂತೆಯಲ್ಲಿ ಮಾರಿ ರೈತರಿಗೆ ವಂಚಿಸಲಾಗಿದೆಂದು ಆರೋಪಿಸಿ ರಾಜ್ಯ ಬಿಜೆಪಿ ಅಧ್ಯಕ್ಷ ಬಿ.ವೈ.ವಿಜಯೇಂದ್ರ ನೇತೃತ್ವದಲ್ಲಿಂದು 29ರಂದು ಮಂಗಳವಾರ ಜಿಲ್ಲಾ ಬಿಜೆಪಿ ರೈತ ಮೋರ್ಚಾ ನೇತೃತ್ವದಲ್ಲಿ ನಗರದಲ್ಲಿ ಬೃಹತ್ ಪ್ರತಿಭಟನೆ ಹಮ್ಮಿಕೊಳ್ಳಲಾಗಿದೆ. ಜಿಲ್ಲಾ ಬಿಜೆಪಿ ಅಧ್ಯಕ್ಷ ಎಚ್.ಎಸ್.ರವಿಶಂಕರ್ ಹೆಬ್ಬಾಕ ಅವರು ಸೋಮವಾರ ನಗರದ ಜಿಲ್ಲಾ ಬಿಜೆಪಿ ಕಾರ್ಯಾಲಯದಲ್ಲಿ ಪತ್ರಿಕಾಗೋಷ್ಠಿಯಲ್ಲಿ ಮಾತನಾಡಿ, ಬಿಜೆಪಿ ರಾಜ್ಯಾಧ್ಯಕ್ಷ ವಿಜಯೇಂದ್ರರವರೊಂದಿಗೆ 10.30ಕ್ಕೆ ಬಿಜಿಎಸ್ ವೃತ್ತದಲ್ಲಿ ಡಾ.ಅಂಬೇಡ್ಕರ್ ಪುತ್ಥಳಿಗೆ ಮಾಲಾರ್ಪಣೆ ಮಾಡಿ ಜಿಲ್ಲಾಧಿಕಾರಿಗಳ ಕಚೇರಿವರೆಗೆ ಪಾದಯಾತ್ರೆಯ ಮೂಲಕ ತೆರಳಿ ಪ್ರತಿಭಟನೆ ನಡೆಸಲಾಗುವುದು. ಸಂಸದರು, ಶಾಸಕರು, ಮಾಜಿ ಶಾಸಕರು ಹಾಗೂ ಪಕ್ಷದ ವಿವಿಧ ಮುಖಂಡರು, ರೈತರು ಭಾಗವಹಿಸಲಿದ್ದಾರೆ ಎಂದರು. ಜಿಲ್ಲಾಧಿಕಾರಿಗಳ ಕಚೇರಿ ಎದುರು ಪ್ರತಿಭಟನೆ ನಡೆಸಿ ಜಿಲ್ಲಾಧಿಕಾರಿಗಳ ಮೂಲಕ ಸರ್ಕಾರಕ್ಕೆ ಮನವಿ ಪತ್ರ ನೀಡಲಾಗುವುದು. ರಾಜ್ಯಾದ್ಯಂತ ಸರ್ಕಾರದ ವಿರುದ್ಧ ಹೋರಾಟ ನಡೆಸಲಾಗುತ್ತಿದ್ದು ರೈತರ ಸಮಸ್ಯೆ ನಿವಾರಣೆಯ ಪ್ರಯತ್ನ ಮಾಡದಿರುವುದು ಖಂಡನೀಯ. 52 ಲಕ್ಷ ಜನರಿಗೆ 4 ಸಾವಿರ ರೂ ಸಹಾಯಧನ ನೀಡುತ್ತಿದ್ದ ಕಿಸಾನ್ ಸಮ್ಮಾನ್ ಯೋಜನೆ ನಿಲ್ಲಿಸಿದೆ. [43,479,312,816]
navodaya-headline-2: ನವೋದಯ ವಸತಿ ಶಾಲೆಗೆ ಆಯ್ಕೆ [415,1158,1025,1225]
e-badge: e [1320,51,1350,81]
house-right [1098,2008,1262,2173]
meta-line: ಬೆಲೆ-1 ರೂ [75,149,172,166]
navodaya-headline-1: ವಿದ್ಯಾಸಿರಿ ಶಾಲೆಯ 7 ಮಕ್ಕಳು [415,1087,973,1154]
dogs-col-3: ನಾಯಿಗಳಿಂದ ತೊಂದರೆ ಅನುಭವಿಸುತ್ತಿರುವ ಪಾದಚಾರಿಗಳು, ವಾಹನ ಸವಾರರು ತೀವ್ರ ಆತಂಕಗೊಂಡಿದ್ದಾರೆ. ರಾತ್ರಿ ವೇಳೆ ನಾಯಿಗಳು ಬೊಗಳುವುದರಿಂದ ನಿದ್ರೆ ಮಾಡಲು ಸಾಧ್ಯವಾಗುತ್ತಿಲ್ಲ. ನಾಯಿಗಳ ಸಂತಾನಶಕ್ತಿ ಹರಣ ಚಿಕಿತ್ಸೆ ನಡೆಸಬೇಕು, ಬೀದಿನಾಯಿಗಳ ನಿಯಂತ್ರಣಕ್ಕೆ ಕ್ರಮ ಕೈಗೊಳ್ಳಬೇಕು ಎಂದು ಸಾರ್ವಜನಿಕರು ಆಗ್ರಹಿಸಿದ್ದಾರೆ. ಪಟ್ಟಣ ಪಂಚಾಯಿತಿ ಅಧಿಕಾರಿಗಳು ಕೂಡಲೇ ಕ್ರಮ ವಹಿಸಿ ನಾಯಿಗಳ ಹಾವಳಿ ತಪ್ಪಿಸಬೇಕು ಎಂದು ನಾಗರಿಕರು ಒತ್ತಾಯಿಸಿದ್ದಾರೆ. [1273,2002,1497,2160]
meta-line: ಸಂಪುಟ: 05 [75,81,172,98]
fertilizer-headline-2: ಕೊರತೆಯಿಲ್ಲ: ರಮೇಶ್ [113,1148,337,1182]
navodaya-col-3: ಆಡಳಿತ ವರ್ಗದವರು ಹಾಗೂ ಶಿಕ್ಷಕರು ಶಾಲೆಗೆ ಉತ್ತಮ ಶೈಕ್ಷಣಿಕ ವ್ಯವಸ್ಥೆ ಕಲ್ಪಿಸಿದ್ದಾರೆ. ಮಕ್ಕಳು ಉತ್ತಮ ಶಿಕ್ಷಣ ಪಡೆದು ಸಮಾಜಕ್ಕೆ ಕೊಡುಗೆ ನೀಡಬೇಕು ಎಂದರು. ಈ ಸಂದರ್ಭದಲ್ಲಿ ಶಾಲೆಯ ಶಿಕ್ಷಕರು, ಸಿಬ್ಬಂದಿ ವರ್ಗ, ಪೋಷಕರು ಹಾಗೂ ವಿದ್ಯಾರ್ಥಿಗಳು ಉಪಸ್ಥಿತರಿದ್ದರು. ಶಾಲೆಯಲ್ಲಿ ಶಿಸ್ತು ಮತ್ತು ಗುಣಮಟ್ಟದ ಶಿಕ್ಷಣ ನೀಡಲಾಗುತ್ತಿದೆ. [885,1434,1123,1556]
